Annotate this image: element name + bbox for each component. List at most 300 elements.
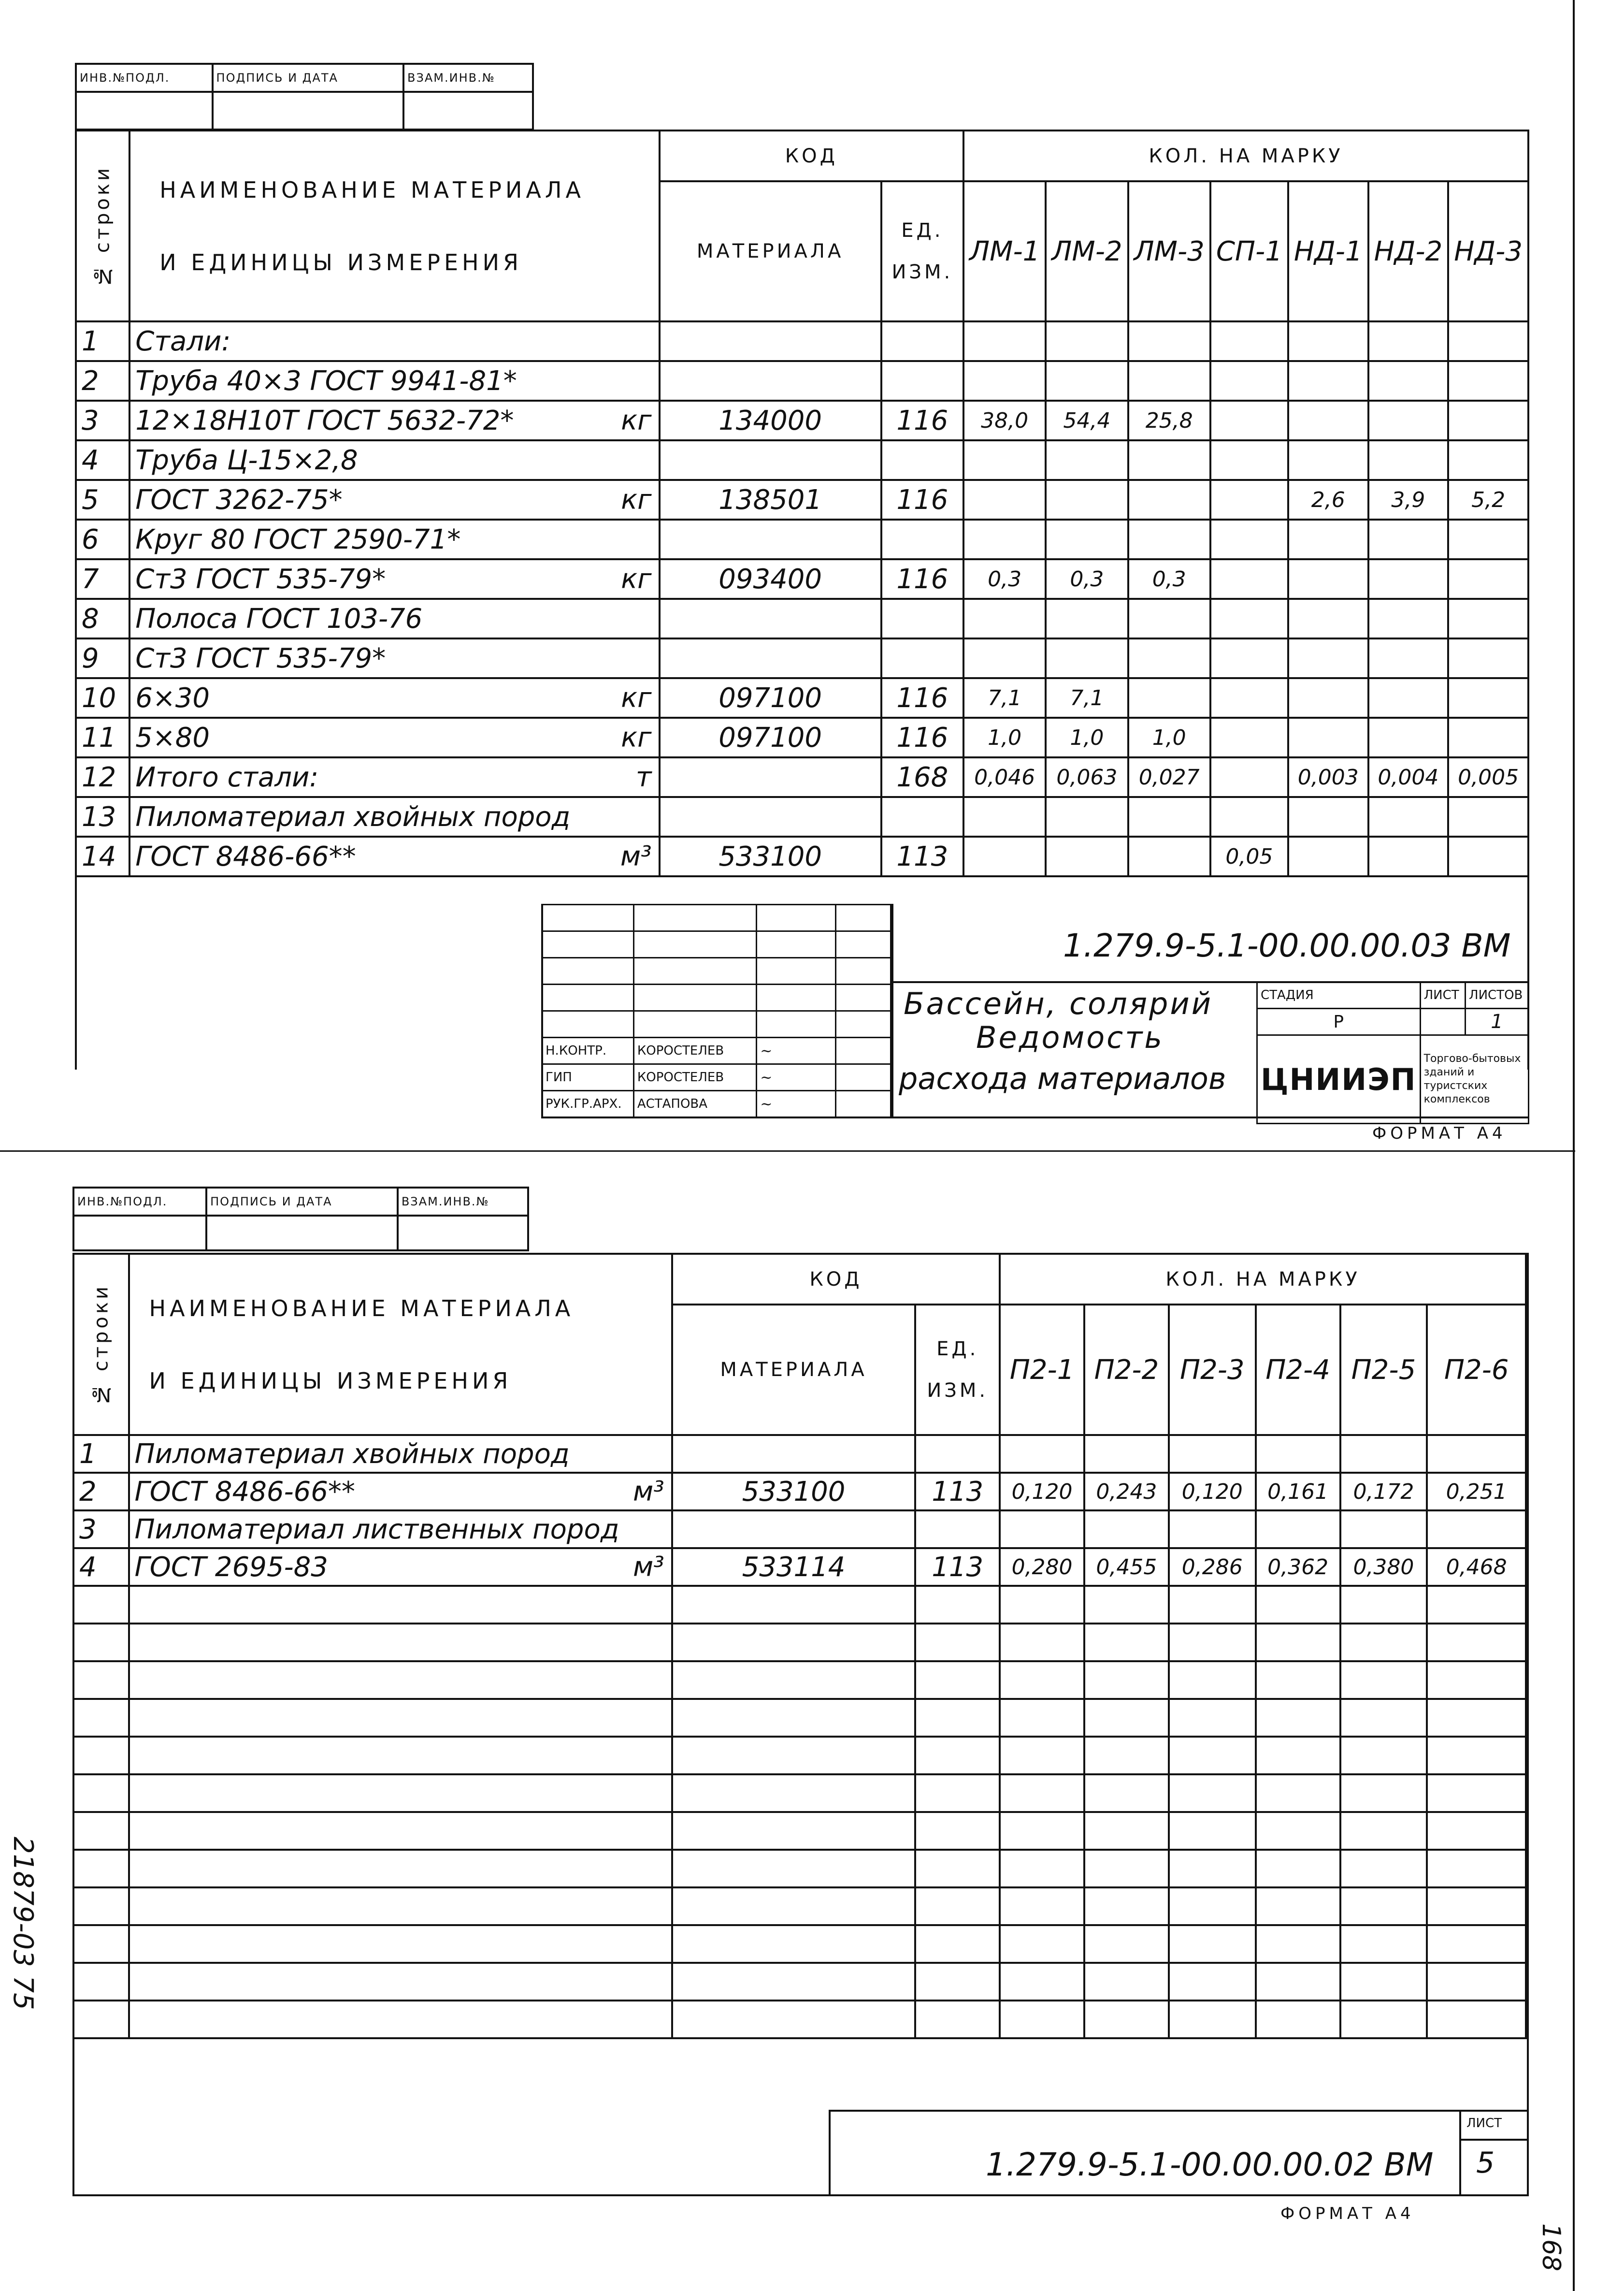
table-row xyxy=(76,440,1528,480)
material-name xyxy=(129,440,659,480)
material-code xyxy=(672,1510,916,1548)
material-name xyxy=(129,1510,672,1548)
unit-code xyxy=(881,638,963,678)
quantity-cell: 0,280 xyxy=(1000,1548,1084,1586)
top-format: ФОРМАТ А4 xyxy=(1372,1124,1507,1143)
quantity-cell xyxy=(1340,1510,1427,1548)
quantity-cell xyxy=(1288,638,1368,678)
bottom-format: ФОРМАТ А4 xyxy=(1280,2204,1415,2223)
quantity-cell xyxy=(1288,837,1368,876)
material-name-text: Пиломатериал лиственных пород xyxy=(134,1513,619,1545)
stage-label: СТАДИЯ xyxy=(1257,982,1421,1009)
inv-stamp-col2: ПОДПИСЬ И ДАТА xyxy=(213,64,404,92)
unit-code: 116 xyxy=(881,718,963,757)
quantity-cell: 0,362 xyxy=(1256,1548,1340,1586)
quantity-cell xyxy=(1288,520,1368,559)
material-name-text: Труба Ц-15×2,8 xyxy=(135,444,358,476)
table-row xyxy=(76,520,1528,559)
material-name-text: 6×30 xyxy=(135,682,210,714)
signature-grid xyxy=(541,904,891,1118)
table-row xyxy=(73,1473,1526,1510)
sheets-label: ЛИСТОВ xyxy=(1466,982,1529,1009)
material-name xyxy=(129,559,659,599)
unit-code xyxy=(881,440,963,480)
mark-header: П2-4 xyxy=(1256,1305,1340,1435)
material-code xyxy=(660,599,881,638)
mark-header: НД-3 xyxy=(1448,181,1528,321)
quantity-cell xyxy=(1046,837,1128,876)
page-right-edge xyxy=(1573,0,1575,2291)
empty-row xyxy=(73,1925,1526,1963)
stage-value: Р xyxy=(1257,1009,1421,1035)
material-unit: м³ xyxy=(633,1476,664,1508)
mark-header: ЛМ-1 xyxy=(963,181,1046,321)
quantity-cell xyxy=(1288,718,1368,757)
mark-header: П2-5 xyxy=(1340,1305,1427,1435)
material-unit: кг xyxy=(621,682,652,714)
quantity-cell xyxy=(1340,1435,1427,1473)
row-number: 7 xyxy=(76,559,129,599)
material-name xyxy=(129,1473,672,1510)
header-unit-line1: ЕД. xyxy=(901,219,944,242)
empty-row xyxy=(73,1850,1526,1887)
row-number: 2 xyxy=(73,1473,129,1510)
quantity-cell xyxy=(1368,520,1449,559)
material-unit: кг xyxy=(621,563,652,595)
quantity-cell xyxy=(1448,797,1528,837)
unit-code: 116 xyxy=(881,559,963,599)
row-number: 5 xyxy=(76,480,129,520)
material-unit: т xyxy=(635,761,652,793)
quantity-cell xyxy=(1368,321,1449,361)
quantity-cell: 1,0 xyxy=(1046,718,1128,757)
title-line1: Бассейн, солярий xyxy=(904,986,1213,1021)
unit-code xyxy=(881,321,963,361)
header-name-line2: И ЕДИНИЦЫ ИЗМЕРЕНИЯ xyxy=(149,1367,512,1394)
unit-code xyxy=(915,1435,1000,1473)
material-name xyxy=(129,757,659,797)
row-number: 3 xyxy=(73,1510,129,1548)
empty-row xyxy=(73,1774,1526,1812)
material-unit: кг xyxy=(621,405,652,436)
quantity-cell xyxy=(1128,678,1210,718)
quantity-cell xyxy=(1210,678,1288,718)
table-row xyxy=(76,837,1528,876)
material-code: 533114 xyxy=(672,1548,916,1586)
row-number: 6 xyxy=(76,520,129,559)
inv-stamp-col2: ПОДПИСЬ И ДАТА xyxy=(206,1188,398,1216)
quantity-cell xyxy=(1210,599,1288,638)
empty-row xyxy=(73,1661,1526,1699)
material-name-text: Круг 80 ГОСТ 2590-71* xyxy=(135,523,461,555)
empty-row xyxy=(73,1586,1526,1624)
quantity-cell xyxy=(1210,361,1288,401)
header-row-no: № строки xyxy=(76,130,129,321)
row-number: 9 xyxy=(76,638,129,678)
page-divider xyxy=(0,1150,1575,1152)
table-row xyxy=(76,401,1528,440)
empty-row xyxy=(73,1737,1526,1774)
signature: ~ xyxy=(757,1091,836,1117)
unit-code xyxy=(881,797,963,837)
material-code: 097100 xyxy=(660,678,881,718)
table-row xyxy=(73,1510,1526,1548)
quantity-cell xyxy=(1448,718,1528,757)
material-code: 533100 xyxy=(660,837,881,876)
page-number: 168 xyxy=(1537,2223,1566,2272)
sheet-label: ЛИСТ xyxy=(1420,982,1465,1009)
unit-code: 116 xyxy=(881,401,963,440)
quantity-cell xyxy=(1128,361,1210,401)
quantity-cell: 7,1 xyxy=(963,678,1046,718)
quantity-cell xyxy=(963,520,1046,559)
material-name xyxy=(129,599,659,638)
table-row xyxy=(76,757,1528,797)
signer-name: КОРОСТЕЛЕВ xyxy=(633,1038,756,1064)
quantity-cell xyxy=(963,440,1046,480)
unit-code xyxy=(881,520,963,559)
quantity-cell xyxy=(1169,1510,1256,1548)
quantity-cell xyxy=(1288,678,1368,718)
material-code: 138501 xyxy=(660,480,881,520)
table-row xyxy=(76,321,1528,361)
quantity-cell xyxy=(1288,440,1368,480)
material-name xyxy=(129,678,659,718)
material-code xyxy=(672,1435,916,1473)
table-row xyxy=(76,718,1528,757)
mark-header: ЛМ-3 xyxy=(1128,181,1210,321)
quantity-cell: 25,8 xyxy=(1128,401,1210,440)
quantity-cell xyxy=(963,599,1046,638)
quantity-cell xyxy=(1368,361,1449,401)
unit-code: 113 xyxy=(915,1473,1000,1510)
mark-header: НД-2 xyxy=(1368,181,1449,321)
quantity-cell: 2,6 xyxy=(1288,480,1368,520)
bottom-sheet-label: ЛИСТ xyxy=(1466,2116,1502,2131)
material-code: 093400 xyxy=(660,559,881,599)
material-name-text: 5×80 xyxy=(135,722,210,754)
quantity-cell xyxy=(1210,480,1288,520)
material-code xyxy=(660,520,881,559)
material-name xyxy=(129,837,659,876)
quantity-cell xyxy=(1210,321,1288,361)
header-name-line1: НАИМЕНОВАНИЕ МАТЕРИАЛА xyxy=(149,1295,575,1321)
quantity-cell xyxy=(1000,1435,1084,1473)
org-logo: ЦНИИЭП xyxy=(1257,1035,1421,1124)
empty-row xyxy=(73,2001,1526,2038)
quantity-cell xyxy=(1128,638,1210,678)
quantity-cell xyxy=(1256,1435,1340,1473)
quantity-cell: 1,0 xyxy=(963,718,1046,757)
quantity-cell xyxy=(1046,638,1128,678)
material-name-text: Ст3 ГОСТ 535-79* xyxy=(135,642,386,674)
quantity-cell xyxy=(1368,599,1449,638)
row-number: 14 xyxy=(76,837,129,876)
header-material: МАТЕРИАЛА xyxy=(660,181,881,321)
quantity-cell xyxy=(1427,1510,1526,1548)
row-number: 4 xyxy=(76,440,129,480)
signer-name: АСТАПОВА xyxy=(633,1091,756,1117)
header-qty: КОЛ. НА МАРКУ xyxy=(1000,1254,1526,1305)
header-qty: КОЛ. НА МАРКУ xyxy=(963,130,1528,181)
header-code: КОД xyxy=(660,130,963,181)
quantity-cell xyxy=(1368,837,1449,876)
row-number: 12 xyxy=(76,757,129,797)
header-name xyxy=(129,130,659,321)
mark-header: П2-6 xyxy=(1427,1305,1526,1435)
table-row xyxy=(76,797,1528,837)
top-doc-code: 1.279.9-5.1-00.00.00.03 ВМ xyxy=(1063,927,1511,964)
quantity-cell xyxy=(1448,401,1528,440)
quantity-cell: 0,063 xyxy=(1046,757,1128,797)
header-name-line1: НАИМЕНОВАНИЕ МАТЕРИАЛА xyxy=(159,176,585,203)
table-row xyxy=(76,559,1528,599)
quantity-cell xyxy=(1210,797,1288,837)
material-code xyxy=(660,638,881,678)
quantity-cell xyxy=(1210,757,1288,797)
quantity-cell: 0,468 xyxy=(1427,1548,1526,1586)
quantity-cell: 0,286 xyxy=(1169,1548,1256,1586)
signer-role: ГИП xyxy=(542,1064,634,1091)
quantity-cell xyxy=(1128,797,1210,837)
row-number: 1 xyxy=(73,1435,129,1473)
quantity-cell xyxy=(1368,440,1449,480)
quantity-cell xyxy=(963,480,1046,520)
quantity-cell xyxy=(1368,638,1449,678)
quantity-cell: 38,0 xyxy=(963,401,1046,440)
quantity-cell xyxy=(1288,361,1368,401)
quantity-cell xyxy=(1046,480,1128,520)
quantity-cell xyxy=(1046,361,1128,401)
material-code xyxy=(660,757,881,797)
quantity-cell xyxy=(1427,1435,1526,1473)
margin-note: 21879-03 75 xyxy=(7,1837,39,2010)
header-unit-line2: ИЗМ. xyxy=(891,261,953,283)
quantity-cell xyxy=(1128,599,1210,638)
table-row xyxy=(73,1435,1526,1473)
empty-row xyxy=(73,1963,1526,2001)
quantity-cell xyxy=(1169,1435,1256,1473)
quantity-cell xyxy=(1210,638,1288,678)
material-name xyxy=(129,401,659,440)
unit-code xyxy=(915,1510,1000,1548)
quantity-cell xyxy=(963,837,1046,876)
inv-stamp-col1: ИНВ.№ПОДЛ. xyxy=(76,64,213,92)
org-name: Торгово-бытовых зданий и туристских комплексов xyxy=(1420,1035,1528,1124)
quantity-cell xyxy=(1256,1510,1340,1548)
quantity-cell xyxy=(1128,480,1210,520)
material-unit: кг xyxy=(621,484,652,516)
quantity-cell: 0,251 xyxy=(1427,1473,1526,1510)
quantity-cell: 0,005 xyxy=(1448,757,1528,797)
quantity-cell: 0,027 xyxy=(1128,757,1210,797)
material-name-text: Пиломатериал хвойных пород xyxy=(134,1438,570,1470)
material-name xyxy=(129,1548,672,1586)
bottom-doc-code: 1.279.9-5.1-00.00.00.02 ВМ xyxy=(986,2146,1434,2183)
material-name-text: Труба 40×3 ГОСТ 9941-81* xyxy=(135,365,517,397)
unit-code: 113 xyxy=(881,837,963,876)
material-name-text: Пиломатериал хвойных пород xyxy=(135,801,571,833)
material-name xyxy=(129,361,659,401)
unit-code: 116 xyxy=(881,678,963,718)
material-unit: м³ xyxy=(620,841,652,872)
quantity-cell xyxy=(1210,401,1288,440)
quantity-cell: 0,004 xyxy=(1368,757,1449,797)
material-name-text: Итого стали: xyxy=(135,761,319,793)
quantity-cell xyxy=(1448,520,1528,559)
quantity-cell: 0,380 xyxy=(1340,1548,1427,1586)
material-code: 533100 xyxy=(672,1473,916,1510)
quantity-cell: 3,9 xyxy=(1368,480,1449,520)
material-name-text: Ст3 ГОСТ 535-79* xyxy=(135,563,386,595)
inv-stamp-col1: ИНВ.№ПОДЛ. xyxy=(73,1188,206,1216)
mark-header: НД-1 xyxy=(1288,181,1368,321)
quantity-cell xyxy=(963,638,1046,678)
table-row xyxy=(76,678,1528,718)
bottom-inv-stamp xyxy=(72,1187,529,1251)
mark-header: СП-1 xyxy=(1210,181,1288,321)
mark-header: П2-1 xyxy=(1000,1305,1084,1435)
quantity-cell xyxy=(1046,440,1128,480)
table-row xyxy=(76,480,1528,520)
quantity-cell: 0,172 xyxy=(1340,1473,1427,1510)
row-number: 3 xyxy=(76,401,129,440)
header-unit xyxy=(915,1305,1000,1435)
material-name-text: ГОСТ 8486-66** xyxy=(134,1476,355,1508)
empty-row xyxy=(73,1812,1526,1850)
material-unit: м³ xyxy=(633,1551,664,1583)
quantity-cell xyxy=(1046,599,1128,638)
quantity-cell: 0,046 xyxy=(963,757,1046,797)
sheets-value: 1 xyxy=(1466,1009,1529,1035)
quantity-cell xyxy=(1448,678,1528,718)
header-material: МАТЕРИАЛА xyxy=(672,1305,916,1435)
stage-table xyxy=(1256,981,1529,1124)
signer-role: РУК.ГР.АРХ. xyxy=(542,1091,634,1117)
header-unit xyxy=(881,181,963,321)
quantity-cell xyxy=(963,797,1046,837)
header-row-no: № строки xyxy=(73,1254,129,1435)
quantity-cell xyxy=(1000,1510,1084,1548)
material-name xyxy=(129,321,659,361)
quantity-cell: 0,3 xyxy=(963,559,1046,599)
empty-row xyxy=(73,1699,1526,1737)
quantity-cell xyxy=(1046,797,1128,837)
quantity-cell: 0,3 xyxy=(1128,559,1210,599)
quantity-cell xyxy=(1448,837,1528,876)
material-name xyxy=(129,718,659,757)
empty-row xyxy=(73,1887,1526,1925)
quantity-cell xyxy=(1210,520,1288,559)
table-row xyxy=(76,361,1528,401)
title-line3: расхода материалов xyxy=(899,1061,1226,1096)
table-row xyxy=(73,1548,1526,1586)
quantity-cell xyxy=(1368,797,1449,837)
row-number: 10 xyxy=(76,678,129,718)
quantity-cell: 5,2 xyxy=(1448,480,1528,520)
quantity-cell xyxy=(1288,559,1368,599)
header-name-line2: И ЕДИНИЦЫ ИЗМЕРЕНИЯ xyxy=(159,249,523,276)
quantity-cell: 7,1 xyxy=(1046,678,1128,718)
material-name xyxy=(129,1435,672,1473)
quantity-cell xyxy=(1368,718,1449,757)
header-unit-line1: ЕД. xyxy=(936,1338,979,1360)
quantity-cell xyxy=(963,361,1046,401)
material-name-text: 12×18Н10Т ГОСТ 5632-72* xyxy=(135,405,514,436)
quantity-cell xyxy=(963,321,1046,361)
material-code xyxy=(660,361,881,401)
quantity-cell xyxy=(1288,321,1368,361)
material-name xyxy=(129,480,659,520)
signer-role: Н.КОНТР. xyxy=(542,1038,634,1064)
material-name xyxy=(129,520,659,559)
material-code: 097100 xyxy=(660,718,881,757)
row-number: 4 xyxy=(73,1548,129,1586)
quantity-cell xyxy=(1448,361,1528,401)
inv-stamp-col3: ВЗАМ.ИНВ.№ xyxy=(403,64,533,92)
quantity-cell: 0,120 xyxy=(1169,1473,1256,1510)
header-code: КОД xyxy=(672,1254,1000,1305)
table-row xyxy=(76,638,1528,678)
row-number: 11 xyxy=(76,718,129,757)
bottom-sheet-value: 5 xyxy=(1476,2146,1495,2180)
unit-code: 168 xyxy=(881,757,963,797)
material-code xyxy=(660,440,881,480)
quantity-cell xyxy=(1084,1510,1169,1548)
quantity-cell xyxy=(1210,718,1288,757)
row-number: 2 xyxy=(76,361,129,401)
quantity-cell xyxy=(1288,797,1368,837)
material-name-text: Полоса ГОСТ 103-76 xyxy=(135,603,423,635)
material-code: 134000 xyxy=(660,401,881,440)
material-code xyxy=(660,321,881,361)
mark-header: ЛМ-2 xyxy=(1046,181,1128,321)
title-line2: Ведомость xyxy=(976,1020,1164,1055)
quantity-cell: 1,0 xyxy=(1128,718,1210,757)
quantity-cell xyxy=(1128,321,1210,361)
mark-header: П2-2 xyxy=(1084,1305,1169,1435)
quantity-cell xyxy=(1448,638,1528,678)
quantity-cell: 54,4 xyxy=(1046,401,1128,440)
quantity-cell xyxy=(1046,520,1128,559)
unit-code: 113 xyxy=(915,1548,1000,1586)
material-name-text: ГОСТ 3262-75* xyxy=(135,484,343,516)
quantity-cell: 0,243 xyxy=(1084,1473,1169,1510)
top-inv-stamp xyxy=(75,63,534,130)
unit-code: 116 xyxy=(881,480,963,520)
header-unit-line2: ИЗМ. xyxy=(927,1379,989,1402)
quantity-cell xyxy=(1128,520,1210,559)
quantity-cell: 0,120 xyxy=(1000,1473,1084,1510)
quantity-cell: 0,003 xyxy=(1288,757,1368,797)
quantity-cell xyxy=(1448,559,1528,599)
material-name xyxy=(129,638,659,678)
signature: ~ xyxy=(757,1038,836,1064)
material-code xyxy=(660,797,881,837)
quantity-cell xyxy=(1288,401,1368,440)
quantity-cell: 0,05 xyxy=(1210,837,1288,876)
quantity-cell xyxy=(1368,678,1449,718)
quantity-cell xyxy=(1448,599,1528,638)
quantity-cell xyxy=(1448,440,1528,480)
quantity-cell xyxy=(1128,837,1210,876)
material-name-text: ГОСТ 2695-83 xyxy=(134,1551,328,1583)
quantity-cell xyxy=(1288,599,1368,638)
quantity-cell: 0,3 xyxy=(1046,559,1128,599)
table-row xyxy=(76,599,1528,638)
row-number: 13 xyxy=(76,797,129,837)
empty-row xyxy=(73,1624,1526,1661)
